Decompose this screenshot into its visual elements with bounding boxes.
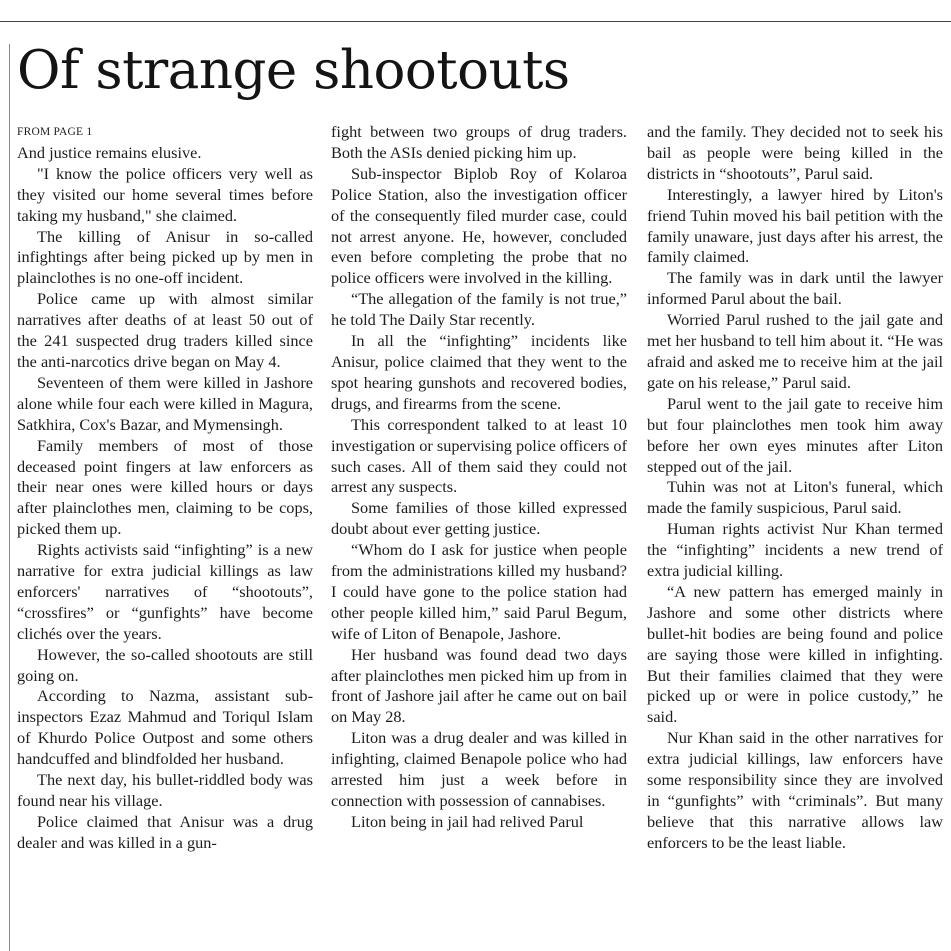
paragraph: Family members of most of those deceased point fingers at law enforcers as their near ones were killed hours or days after plainclothes men, claiming to be cops, picked them up. (17, 435, 313, 539)
column-left-border (9, 44, 10, 951)
headline: Of strange shootouts (17, 40, 570, 101)
paragraph: Human rights activist Nur Khan termed the “infighting” incidents a new trend of extra judicial killing. (647, 519, 943, 581)
paragraph: And justice remains elusive. (17, 142, 202, 162)
paragraph: According to Nazma, assistant sub-inspectors Ezaz Mahmud and Toriqul Islam of Khurdo Police Outpost and some others handcuffed and blindfolded her husband. (17, 686, 313, 769)
paragraph: Tuhin was not at Liton's funeral, which made the family suspicious, Parul said. (647, 477, 943, 518)
paragraph: “Whom do I ask for justice when people from the administrations killed my husband? I could have gone to the police station had other people killed him,” said Parul Begum, wife of Liton of Benapole, Jashore. (331, 540, 627, 643)
paragraph: In all the “infighting” incidents like Anisur, police claimed that they went to the spot hearing gunshots and recovered bodies, drugs, and firearms from the scene. (331, 331, 627, 413)
paragraph: Police came up with almost similar narratives after deaths of at least 50 out of the 241 suspected drug traders killed since the anti-narcotics drive began on May 4. (17, 289, 313, 371)
paragraph: Worried Parul rushed to the jail gate and met her husband to tell him about it. “He was afraid and asked me to receive him at the jail gate on his release,” Parul said. (647, 310, 943, 392)
paragraph: “The allegation of the family is not true,” he told The Daily Star recently. (331, 289, 627, 330)
paragraph: Some families of those killed expressed doubt about ever getting justice. (331, 498, 627, 539)
paragraph: Liton being in jail had relived Parul (351, 811, 584, 831)
paragraph: Sub-inspector Biplob Roy of Kolaroa Police Station, also the investigation officer of the consequently filed murder case, could not arrest anyone. He, however, concluded even before completing the probe that no police officers were involved in the killing. (331, 163, 627, 288)
paragraph: Parul went to the jail gate to receive him but four plainclothes men took him away before her own eyes minutes after Liton stepped out of the jail. (647, 393, 943, 476)
paragraph: Her husband was found dead two days after plainclothes men picked him up from in front of Jashore jail after he came out on bail on May 28. (331, 644, 627, 727)
paragraph: The killing of Anisur in so-called infightings after being picked up by men in plainclothes is no one-off incident. (17, 226, 313, 288)
article-column-3 (647, 122, 943, 854)
article-column-2 (331, 122, 627, 833)
paragraph: Police claimed that Anisur was a drug dealer and was killed in a gun- (17, 811, 313, 852)
paragraph: This correspondent talked to at least 10 investigation or supervising police officers of such cases. All of them said they could not arrest any suspects. (331, 414, 627, 497)
paragraph: Nur Khan said in the other narratives for extra judicial killings, law enforcers have some responsibility since they are involved in “gunfights” with “criminals”. But many believe that this narrative allows law enforcers to be the least liable. (647, 728, 943, 852)
paragraph: Rights activists said “infighting” is a new narrative for extra judicial killings as law enforcers' narratives of “shootouts”, “crossfires” or “gunfights” have become clichés over the years. (17, 540, 313, 643)
paragraph: "I know the police officers very well as they visited our home several times before taking my husband," she claimed. (17, 163, 313, 225)
article-column-1 (17, 122, 313, 854)
paragraph: Liton was a drug dealer and was killed in infighting, claimed Benapole police who had arrested him just a week before in connection with possession of cannabises. (331, 728, 627, 810)
paragraph: The next day, his bullet-riddled body was found near his village. (17, 770, 313, 810)
top-rule (0, 21, 951, 22)
paragraph: Seventeen of them were killed in Jashore alone while four each were killed in Magura, Satkhira, Cox's Bazar, and Mymensingh. (17, 372, 313, 434)
paragraph: The family was in dark until the lawyer informed Parul about the bail. (647, 268, 943, 309)
jump-line: FROM PAGE 1 (17, 126, 93, 138)
paragraph: and the family. They decided not to seek his bail as people were being killed in the districts in “shootouts”, Parul said. (647, 122, 943, 183)
paragraph: fight between two groups of drug traders. Both the ASIs denied picking him up. (331, 122, 627, 162)
paragraph: However, the so-called shootouts are still going on. (17, 644, 313, 685)
paragraph: Interestingly, a lawyer hired by Liton's friend Tuhin moved his bail petition with the family unaware, just days after his arrest, the family claimed. (647, 184, 943, 267)
paragraph: “A new pattern has emerged mainly in Jashore and some other districts where bullet-hit bodies are being found and police are saying those were killed in infighting. But their families claimed that they were picked up or were in police custody,” he said. (647, 581, 943, 727)
